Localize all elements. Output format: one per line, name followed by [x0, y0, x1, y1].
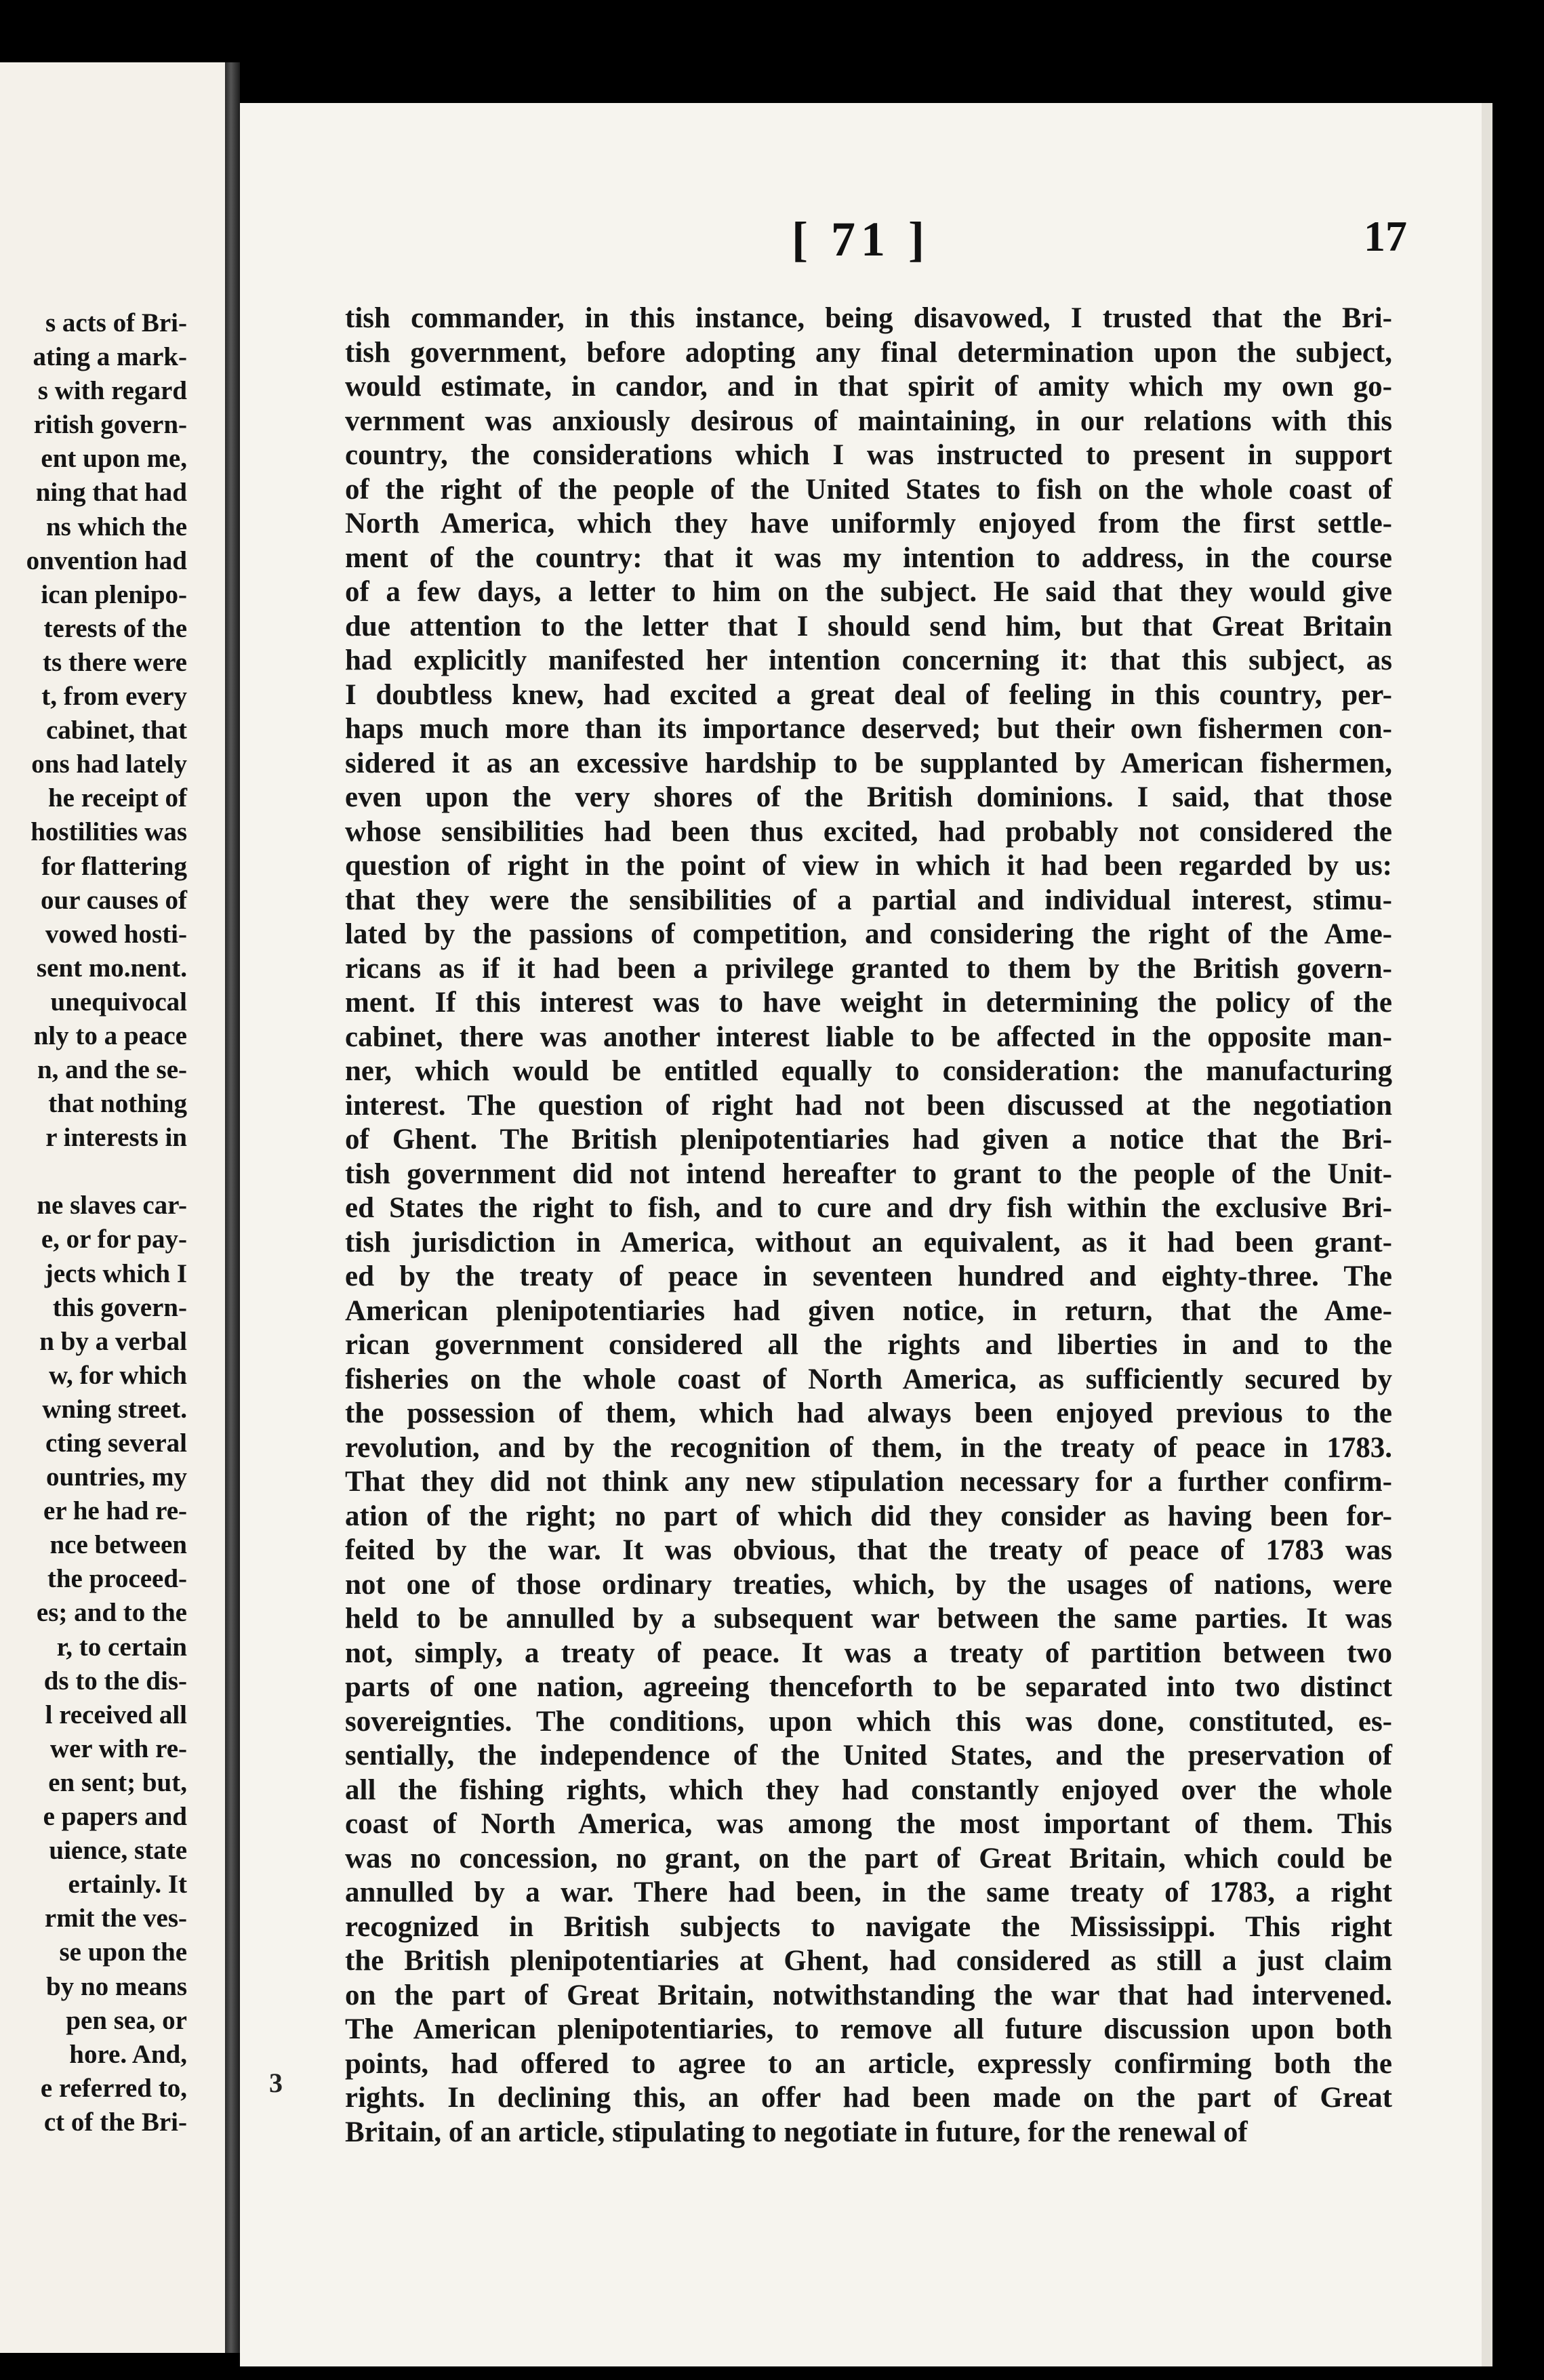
left-page-line: ne slaves car- — [37, 1191, 187, 1220]
body-line: fisheries on the whole coast of North America, as sufficiently secured by — [345, 1363, 1392, 1395]
body-line: parts of one nation, agreeing thenceforth to be separated into two distinct — [345, 1671, 1392, 1703]
left-page-line: for flattering — [41, 851, 187, 881]
left-page-line: ating a mark- — [33, 342, 187, 372]
body-line: held to be annulled by a subsequent war between the same parties. It was — [345, 1603, 1392, 1635]
body-line: question of right in the point of view in which it had been regarded by us: — [345, 850, 1392, 882]
body-line: revolution, and by the recognition of them, in the treaty of peace in 1783. — [345, 1431, 1392, 1464]
left-page-line: our causes of — [41, 885, 187, 915]
body-line: vernment was anxiously desirous of maintaining, in our relations with this — [345, 405, 1392, 437]
left-facing-page — [0, 62, 225, 2353]
left-page-line: e papers and — [43, 1802, 187, 1832]
left-page-line: hostilities was — [31, 817, 187, 847]
left-page-line: s acts of Bri- — [45, 308, 187, 337]
left-page-line: the proceed- — [47, 1564, 187, 1594]
left-page-line: this govern- — [52, 1292, 187, 1322]
right-page — [240, 103, 1482, 2366]
body-line: points, had offered to agree to an article, expressly confirming both the — [345, 2047, 1392, 2080]
body-line: all the fishing rights, which they had constantly enjoyed over the whole — [345, 1773, 1392, 1806]
body-text — [345, 302, 1392, 2150]
page-number: 17 — [1364, 212, 1407, 260]
left-page-line: wer with re- — [49, 1733, 187, 1763]
left-page-line: ns which the — [45, 512, 187, 541]
body-line: North America, which they have uniformly enjoyed from the first settle- — [345, 508, 1392, 539]
left-page-line: cting several — [45, 1429, 187, 1458]
left-page-line: ning that had — [35, 478, 187, 508]
left-page-line: es; and to the — [36, 1598, 187, 1628]
left-page-line: ct of the Bri- — [43, 2107, 187, 2137]
body-line: country, the considerations which I was instructed to present in support — [345, 439, 1392, 471]
left-page-line: rmit the ves- — [44, 1904, 187, 1933]
left-page-line: jects which I — [44, 1258, 187, 1288]
body-line: that they were the sensibilities of a partial and individual interest, stimu- — [345, 884, 1392, 916]
left-page-line: sent mo.nent. — [36, 953, 187, 983]
left-page-line: pen sea, or — [66, 2005, 187, 2035]
body-line: sentially, the independence of the United States, and the preservation of — [345, 1740, 1392, 1771]
left-page-line: he receipt of — [47, 783, 187, 813]
body-line: not one of those ordinary treaties, which, by the usages of nations, were — [345, 1568, 1392, 1601]
left-page-line: n, and the se- — [37, 1055, 187, 1085]
left-page-line: ountries, my — [46, 1462, 187, 1492]
body-line: ricans as if it had been a privilege granted to them by the British govern- — [345, 952, 1392, 985]
body-line: was no concession, no grant, on the part of Great Britain, which could be — [345, 1842, 1392, 1874]
body-line: had explicitly manifested her intention concerning it: that this subject, as — [345, 644, 1392, 676]
left-page-line: that nothing — [48, 1089, 187, 1119]
body-line: even upon the very shores of the British dominions. I said, that those — [345, 781, 1392, 813]
left-page-line: e referred to, — [40, 2073, 187, 2103]
body-line: American plenipotentiaries had given notice, in return, that the Ame- — [345, 1294, 1392, 1327]
left-page-line: ertainly. It — [68, 1870, 187, 1900]
left-page-line: n by a verbal — [39, 1326, 187, 1356]
body-line: ation of the right; no part of which did they consider as having been for- — [345, 1500, 1392, 1532]
body-line: tish commander, in this instance, being disavowed, I trusted that the Bri- — [345, 302, 1392, 334]
left-page-line: unequivocal — [50, 987, 187, 1017]
body-line: would estimate, in candor, and in that spirit of amity which my own go- — [345, 371, 1392, 403]
body-line: feited by the war. It was obvious, that the treaty of peace of 1783 was — [345, 1534, 1392, 1566]
body-line: on the part of Great Britain, notwithstanding the war that had intervened. — [345, 1979, 1392, 2011]
body-line: of Ghent. The British plenipotentiaries had given a notice that the Bri- — [345, 1124, 1392, 1155]
left-page-line: er he had re- — [43, 1496, 187, 1526]
left-page-line: s with regard — [37, 376, 187, 406]
left-page-line: ican plenipo- — [41, 579, 187, 609]
left-page-line: se upon the — [59, 1937, 187, 1967]
body-line: annulled by a war. There had been, in the same treaty of 1783, a right — [345, 1876, 1392, 1908]
page-edge — [1482, 103, 1492, 2366]
body-line: ner, which would be entitled equally to consideration: the manufacturing — [345, 1055, 1392, 1087]
body-line: The American plenipotentiaries, to remove all future discussion upon both — [345, 2013, 1392, 2045]
body-line: rican government considered all the rights and liberties in and to the — [345, 1329, 1392, 1361]
body-line: of the right of the people of the United States to fish on the whole coast of — [345, 473, 1392, 506]
left-page-line: e, or for pay- — [41, 1225, 187, 1254]
left-page-line: hore. And, — [69, 2039, 187, 2069]
body-line: Britain, of an article, stipulating to negotiate in future, for the renewal of — [345, 2116, 1248, 2148]
left-page-line: t, from every — [41, 682, 187, 712]
body-line: the British plenipotentiaries at Ghent, had considered as still a just claim — [345, 1945, 1392, 1977]
body-line: lated by the passions of competition, and considering the right of the Ame- — [345, 918, 1392, 950]
left-page-line: uience, state — [49, 1836, 187, 1866]
left-page-line: onvention had — [26, 546, 187, 575]
left-page-line: terests of the — [43, 613, 187, 643]
body-line: cabinet, there was another interest liable to be affected in the opposite man- — [345, 1021, 1392, 1053]
left-page-line: ts there were — [43, 647, 187, 677]
body-line: ment of the country: that it was my intention to address, in the course — [345, 541, 1392, 574]
body-line: not, simply, a treaty of peace. It was a treaty of partition between two — [345, 1637, 1392, 1669]
left-page-line: w, for which — [48, 1360, 187, 1390]
body-line: coast of North America, was among the most important of them. This — [345, 1808, 1392, 1840]
signature-mark: 3 — [269, 2068, 283, 2098]
body-line: the possession of them, which had always been enjoyed previous to the — [345, 1397, 1392, 1429]
left-page-line: r, to certain — [56, 1632, 187, 1662]
left-page-line — [0, 1155, 187, 1189]
book-gutter — [225, 62, 240, 2353]
left-page-line: nce between — [49, 1530, 187, 1560]
body-line: ment. If this interest was to have weight in determining the policy of the — [345, 987, 1392, 1019]
left-page-line: nly to a peace — [33, 1021, 187, 1050]
left-page-line: cabinet, that — [46, 716, 187, 745]
body-line: sovereignties. The conditions, upon which this was done, constituted, es- — [345, 1705, 1392, 1738]
left-page-text-fragment — [0, 306, 187, 2139]
body-line: tish government, before adopting any final determination upon the subject, — [345, 336, 1392, 369]
body-line: tish jurisdiction in America, without an equivalent, as it had been grant- — [345, 1226, 1392, 1258]
left-page-line: ons had lately — [31, 750, 187, 779]
left-page-line: l received all — [45, 1700, 187, 1729]
body-line: whose sensibilities had been thus excited, had probably not considered the — [345, 815, 1392, 848]
body-line: rights. In declining this, an offer had been made on the part of Great — [345, 2082, 1392, 2114]
body-line: of a few days, a letter to him on the subject. He said that they would give — [345, 576, 1392, 608]
left-page-line: wning street. — [42, 1394, 187, 1424]
body-line: ed States the right to fish, and to cure and dry fish within the exclusive Bri- — [345, 1192, 1392, 1224]
body-line: due attention to the letter that I should send him, but that Great Britain — [345, 610, 1392, 642]
left-page-line: ritish govern- — [33, 410, 187, 440]
left-page-line: r interests in — [45, 1123, 187, 1153]
body-line: I doubtless knew, had excited a great deal of feeling in this country, per- — [345, 678, 1392, 711]
body-line: haps much more than its importance deserved; but their own fishermen con- — [345, 713, 1392, 745]
left-page-line: ent upon me, — [41, 444, 187, 474]
left-page-line: by no means — [45, 1971, 187, 2001]
left-page-line: en sent; but, — [48, 1767, 187, 1797]
left-page-line: vowed hosti- — [45, 919, 187, 949]
body-line: recognized in British subjects to navigate the Mississippi. This right — [345, 1910, 1392, 1943]
left-page-line: ds to the dis- — [43, 1666, 187, 1696]
body-line: That they did not think any new stipulation necessary for a further confirm- — [345, 1466, 1392, 1498]
running-head: [ 71 ] — [792, 212, 930, 266]
body-line: ed by the treaty of peace in seventeen hundred and eighty-three. The — [345, 1260, 1392, 1292]
body-line: sidered it as an excessive hardship to be supplanted by American fishermen, — [345, 747, 1392, 779]
body-line: tish government did not intend hereafter to grant to the people of the Unit- — [345, 1157, 1392, 1190]
body-line: interest. The question of right had not been discussed at the negotiation — [345, 1089, 1392, 1122]
